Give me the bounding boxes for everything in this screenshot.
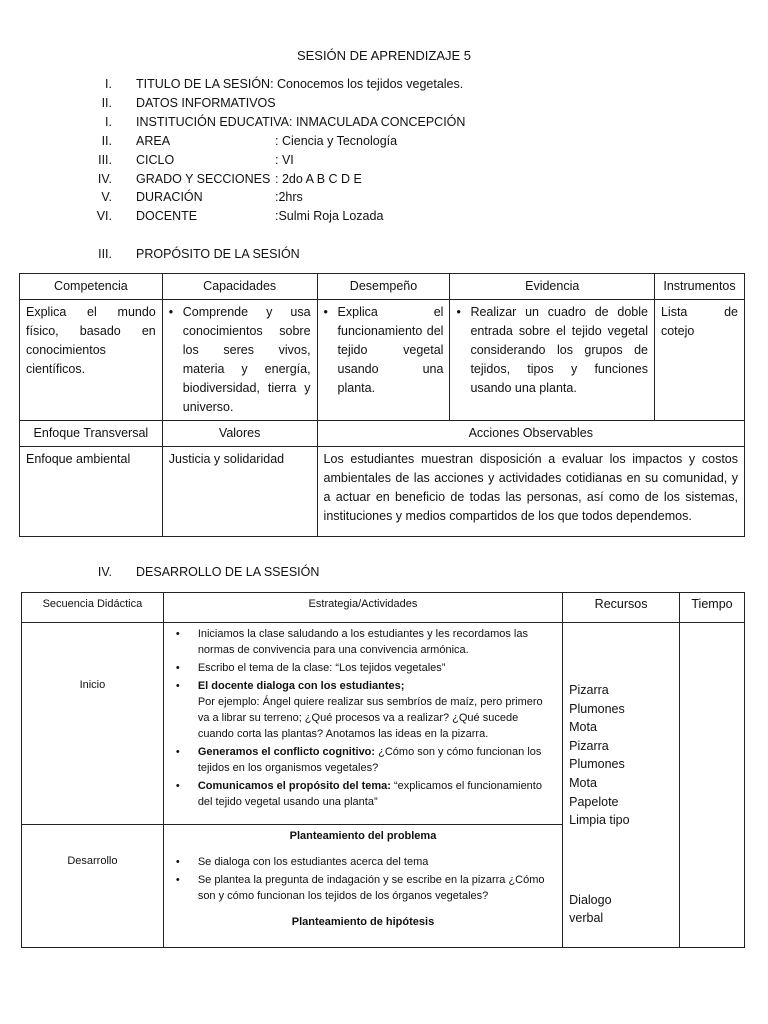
desarrollo-label: Desarrollo: [22, 825, 164, 948]
bullet-icon: •: [323, 305, 328, 319]
recurso-item: Pizarra: [569, 738, 609, 753]
planteamiento-hipotesis-heading: Planteamiento de hipótesis: [291, 916, 435, 928]
list-item: [170, 660, 556, 676]
cell-desempeno: [317, 300, 450, 421]
recurso-item: Plumones: [569, 757, 625, 772]
outline-num: I.: [105, 77, 112, 91]
section-title: PROPÓSITO DE LA SESIÓN: [136, 247, 300, 261]
cell-capacidades: [162, 300, 317, 421]
recursos-cell: [563, 623, 680, 948]
header-instrumentos: Instrumentos: [654, 274, 744, 300]
recurso-item: Dialogo: [569, 892, 612, 907]
item-text: Se dialoga con los estudiantes acerca del tema: [197, 856, 429, 868]
header-acciones: Acciones Observables: [317, 421, 744, 447]
item-bold: El docente dialoga con los estudiantes;: [197, 680, 405, 692]
outline-text: CICLO: [136, 153, 175, 167]
outline-value: :Sulmi Roja Lozada: [275, 209, 384, 223]
capacidades-text: Comprende y usa conocimientos sobre los seres vivos, materia y energía, biodiversidad, tierra y universo.: [182, 305, 311, 414]
header-capacidades: Capacidades: [162, 274, 317, 300]
header-valores: Valores: [162, 421, 317, 447]
outline-text: AREA: [136, 134, 171, 148]
item-text: Por ejemplo: Ángel quiere realizar sus sembríos de maíz, pero primero va a librar su terreno; ¿Qué procesos va a realizar? ¿Qué sucede cuando corta las plantas? Anotamos las ideas en la pizarra.: [197, 696, 543, 740]
desarrollo-activities: [163, 825, 562, 948]
outline-num: II.: [101, 96, 112, 110]
cell-competencia: Explica el mundo físico, basado en conocimientos científicos.: [20, 300, 163, 421]
outline-text: GRADO Y SECCIONES: [136, 172, 271, 186]
outline-value: : Ciencia y Tecnología: [275, 134, 398, 148]
header-desempeno: Desempeño: [317, 274, 450, 300]
outline-text: INSTITUCIÓN EDUCATIVA: INMACULADA CONCEPCIÓN: [136, 115, 466, 129]
planteamiento-problema-heading: Planteamiento del problema: [289, 830, 437, 842]
outline-text: DATOS INFORMATIVOS: [136, 96, 276, 110]
inicio-row: [22, 623, 745, 825]
bullet-icon: •: [175, 746, 180, 758]
item-text: Se plantea la pregunta de indagación y se escribe en la pizarra ¿Cómo son y cómo funcionan los tejidos de los órganos vegetales?: [197, 874, 545, 902]
item-text: “explicamos el funcionamiento del tejido vegetal usando una planta”: [197, 780, 542, 808]
header-tiempo: Tiempo: [680, 593, 745, 623]
recurso-item: verbal: [569, 911, 604, 926]
item-text: Iniciamos la clase saludando a los estudiantes y les recordamos las normas de convivencia para una convivencia armónica.: [197, 628, 528, 656]
list-item: [170, 854, 556, 870]
outline-num: V.: [101, 190, 112, 204]
cell-evidencia: [450, 300, 655, 421]
item-text: Escribo el tema de la clase: “Los tejidos vegetales”: [197, 662, 446, 674]
tiempo-cell: [680, 623, 745, 948]
outline-text: TITULO DE LA SESIÓN: Conocemos los tejidos vegetales.: [136, 77, 464, 91]
bullet-icon: •: [168, 305, 174, 319]
inicio-label: Inicio: [22, 623, 164, 825]
bullet-icon: •: [175, 780, 180, 792]
outline-value: : 2do A B C D E: [275, 172, 362, 186]
list-item: [170, 744, 556, 776]
recurso-item: Mota: [569, 720, 597, 735]
cell-instrumentos: Lista de cotejo: [654, 300, 744, 421]
enfoque-header-row: [20, 421, 745, 447]
bullet-icon: •: [175, 662, 180, 674]
outline-num: IV.: [97, 172, 112, 186]
outline-value: : VI: [275, 153, 294, 167]
purpose-header-row: [20, 274, 745, 300]
recurso-item: Mota: [569, 775, 597, 790]
bullet-icon: •: [175, 856, 180, 868]
recurso-item: Limpia tipo: [569, 813, 630, 828]
list-item: [170, 872, 556, 904]
list-item: [170, 626, 556, 658]
item-bold: Generamos el conflicto cognitivo:: [197, 746, 376, 758]
outline-num: II.: [101, 134, 112, 148]
recurso-item: Papelote: [569, 794, 619, 809]
cell-acciones: Los estudiantes muestran disposición a evaluar los impactos y costos ambientales de las acciones y actividades cotidianas en su comunidad, y a actuar en beneficio de todas las personas, así como de los sistemas, instituciones y medios compartidos de los que todos dependemos.: [317, 447, 744, 537]
section-num: III.: [98, 247, 112, 261]
bullet-icon: •: [456, 305, 461, 319]
evidencia-text: Realizar un cuadro de doble entrada sobre el tejido vegetal considerando los grupos de tejidos, tipos y funciones usando una planta.: [470, 305, 648, 395]
bullet-icon: •: [175, 874, 180, 886]
header-competencia: Competencia: [20, 274, 163, 300]
header-secuencia: Secuencia Didáctica: [22, 593, 164, 623]
outline-text: DURACIÓN: [136, 190, 203, 204]
outline-num: III.: [98, 153, 112, 167]
enfoque-data-row: [20, 447, 745, 537]
header-recursos: Recursos: [563, 593, 680, 623]
outline-text: DOCENTE: [136, 209, 198, 223]
item-bold: Comunicamos el propósito del tema:: [197, 780, 391, 792]
section-title: DESARROLLO DE LA SSESIÓN: [136, 565, 320, 579]
document-title: SESIÓN DE APRENDIZAJE 5: [296, 48, 472, 63]
desempeno-text: Explica el funcionamiento del tejido vegetal usando una planta.: [337, 305, 444, 395]
header-enfoque: Enfoque Transversal: [20, 421, 163, 447]
dev-header-row: [22, 593, 745, 623]
header-evidencia: Evidencia: [450, 274, 655, 300]
bullet-icon: •: [175, 628, 180, 640]
development-table: [21, 592, 745, 948]
outline-num: VI.: [96, 209, 112, 223]
recurso-item: Plumones: [569, 701, 625, 716]
outline-value: :2hrs: [275, 190, 303, 204]
list-item: [170, 778, 556, 810]
cell-enfoque: Enfoque ambiental: [20, 447, 163, 537]
header-estrategia: Estrategia/Actividades: [163, 593, 562, 623]
bullet-icon: •: [175, 680, 180, 692]
item-text: ¿Cómo son y cómo funcionan los tejidos en los organismos vegetales?: [197, 746, 542, 774]
purpose-data-row: [20, 300, 745, 421]
outline-num: I.: [105, 115, 112, 129]
inicio-activities: [163, 623, 562, 825]
list-item: [170, 678, 556, 742]
purpose-table: [19, 273, 745, 537]
recurso-item: Pizarra: [569, 683, 609, 697]
section-num: IV.: [97, 565, 112, 579]
cell-valores: Justicia y solidaridad: [162, 447, 317, 537]
